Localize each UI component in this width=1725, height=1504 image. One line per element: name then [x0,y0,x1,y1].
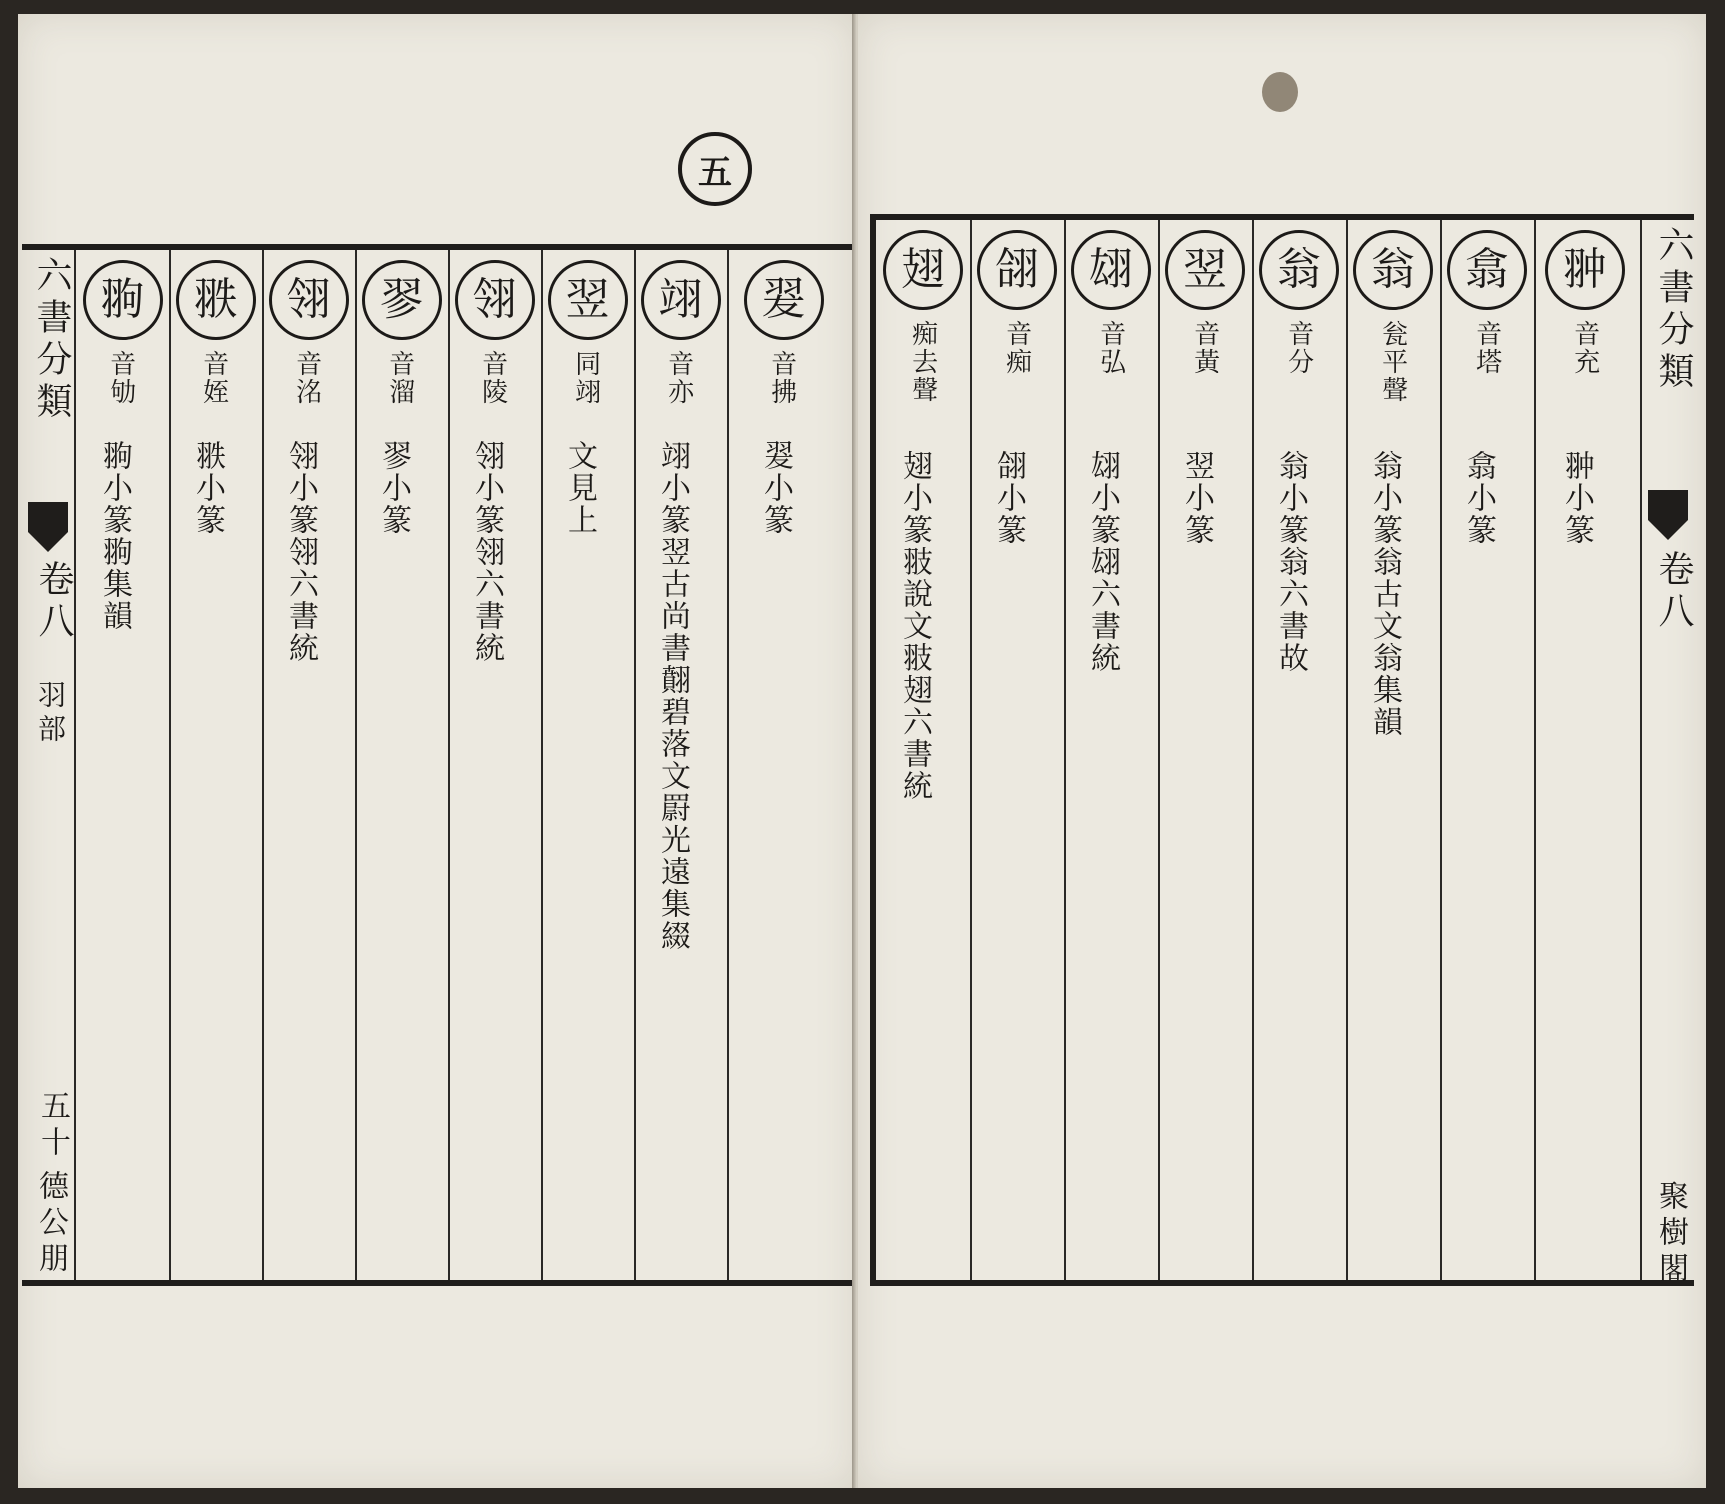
head-character: 翃 [1071,230,1151,310]
entry-column [1440,220,1536,1280]
page-number: 五 [698,152,732,193]
variant-forms: 翃小篆翃六書統 [1085,450,1120,674]
variant-forms: 翅小篆翄說文翄翅六書統 [897,450,932,802]
entry-column [541,250,636,1280]
pronunciation-gloss: 音黃 [1189,320,1220,376]
variant-forms: 翎小篆翎六書統 [283,440,318,664]
variant-forms: 翏小篆 [376,440,411,536]
entry-column [262,250,357,1280]
head-character: 翁 [1259,230,1339,310]
pronunciation-gloss: 音分 [1283,320,1314,376]
book-title: 六書分類 [1653,226,1694,394]
left-margin-column [22,250,76,1280]
entry-column [1064,220,1160,1280]
pronunciation-gloss: 音洺 [291,350,322,406]
variant-forms: 翊小篆翌古尚書翸碧落文罻光遠集綴 [655,440,690,952]
fishtail-mark-icon [1648,490,1688,540]
left-page [18,14,856,1488]
right-page [858,14,1706,1488]
head-character: 翏 [362,260,442,340]
head-character: 翀 [1545,230,1625,310]
head-character: 翑 [83,260,163,340]
head-character: 翐 [176,260,256,340]
folio-number: 五十 [35,1090,70,1162]
page-number-circle [678,132,752,206]
entry-column [727,250,840,1280]
variant-forms: 翇小篆 [758,440,793,536]
left-entries [76,250,852,1280]
entry-column [448,250,543,1280]
variant-forms: 翁小篆翁古文翁集韻 [1367,450,1402,738]
paper-stain [1262,72,1298,112]
pronunciation-gloss: 音弘 [1095,320,1126,376]
variant-forms: 翌小篆 [1179,450,1214,546]
pronunciation-gloss: 音拂 [766,350,797,406]
pronunciation-gloss: 音陵 [477,350,508,406]
entry-column [1252,220,1348,1280]
head-character: 翖 [977,230,1057,310]
pronunciation-gloss: 痴去聲 [907,320,938,404]
entry-column [355,250,450,1280]
right-margin-column [1640,220,1694,1288]
pronunciation-gloss: 音痴 [1001,320,1032,376]
pronunciation-gloss: 音塔 [1471,320,1502,376]
variant-forms: 翑小篆翑集韻 [97,440,132,632]
pronunciation-gloss: 瓮平聲 [1377,320,1408,404]
right-entries [876,220,1642,1280]
pronunciation-gloss: 音姪 [198,350,229,406]
head-character: 翇 [744,260,824,340]
book-title: 六書分類 [31,256,72,424]
entry-column [1534,220,1636,1280]
left-page-frame [22,244,858,1286]
head-character: 翎 [455,260,535,340]
pronunciation-gloss: 音溜 [384,350,415,406]
head-character: 翌 [548,260,628,340]
entry-column [169,250,264,1280]
entry-column [634,250,729,1280]
variant-forms: 文見上 [562,440,597,536]
variant-forms: 翕小篆 [1461,450,1496,546]
entry-column [1158,220,1254,1280]
pronunciation-gloss: 同翊 [570,350,601,406]
margin-footer: 德公朋 [33,1170,68,1278]
head-character: 翎 [269,260,349,340]
pronunciation-gloss: 音劬 [105,350,136,406]
volume-label: 卷八 [1653,550,1694,634]
right-page-frame [870,214,1694,1286]
head-character: 翅 [883,230,963,310]
head-character: 翕 [1447,230,1527,310]
variant-forms: 翎小篆翎六書統 [469,440,504,664]
fishtail-mark-icon [28,502,68,552]
entry-column [1346,220,1442,1280]
variant-forms: 翁小篆翁六書故 [1273,450,1308,674]
head-character: 翁 [1353,230,1433,310]
publisher-name: 聚樹閣 [1653,1180,1688,1288]
pronunciation-gloss: 音亦 [663,350,694,406]
entry-column [76,250,171,1280]
pronunciation-gloss: 音充 [1569,320,1600,376]
head-character: 翊 [641,260,721,340]
entry-column [970,220,1066,1280]
variant-forms: 翖小篆 [991,450,1026,546]
variant-forms: 翐小篆 [190,440,225,536]
section-label: 羽部 [34,680,67,748]
entry-column [876,220,972,1280]
head-character: 翌 [1165,230,1245,310]
variant-forms: 翀小篆 [1559,450,1594,546]
volume-label: 卷八 [33,560,74,644]
